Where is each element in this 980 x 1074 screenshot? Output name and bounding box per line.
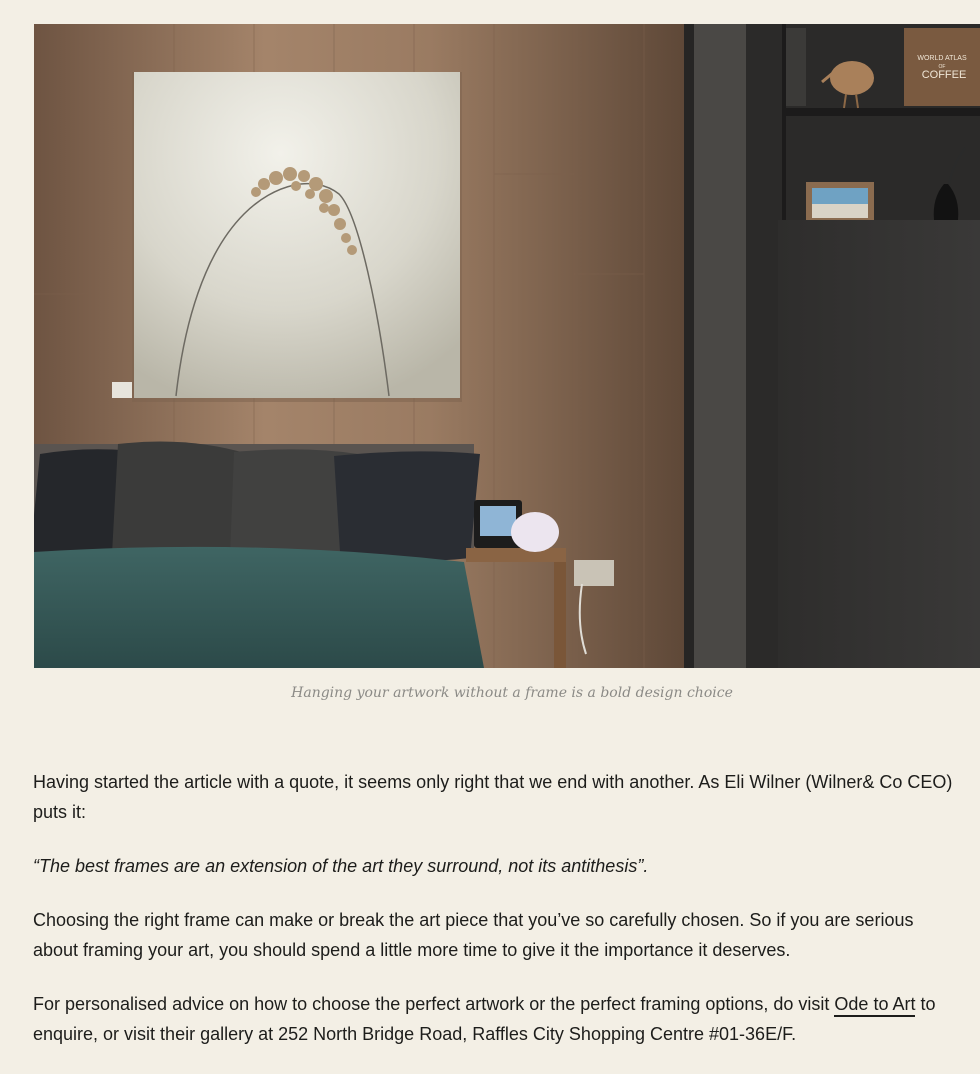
svg-text:WORLD ATLAS: WORLD ATLAS <box>917 55 967 62</box>
nightstand <box>466 548 566 562</box>
svg-text:COFFEE: COFFEE <box>921 69 967 81</box>
art-label-plaque <box>112 382 132 398</box>
power-socket <box>574 560 614 586</box>
article-photo <box>34 24 980 668</box>
contact-text-after: to enquire, or visit their gallery at 252 North Bridge Road, Raffles City Shopping Centre #01-36E/F. <box>33 994 936 1044</box>
svg-text:OF: OF <box>938 64 946 70</box>
wooden-bird-figurine <box>830 61 874 95</box>
eli-wilner-quote: “The best frames are an extension of the art they surround, not its antithesis”. <box>33 856 649 876</box>
photo-caption: Hanging your artwork without a frame is a bold design choice <box>291 685 733 701</box>
contact-paragraph <box>33 989 953 1049</box>
closing-paragraph: Having started the article with a quote, it seems only right that we end with another. As Eli Wilner (Wilner& Co CEO) puts it: <box>33 772 953 822</box>
teal-bed-linen <box>34 547 484 668</box>
ode-to-art-link[interactable]: Ode to Art <box>834 994 915 1017</box>
pillow <box>334 451 480 560</box>
framing-advice-paragraph: Choosing the right frame can make or break the art piece that you’ve so carefully chosen. So if you are serious about framing your art, you should spend a little more time to give it the importance it deserves. <box>33 910 914 960</box>
contact-text-before: For personalised advice on how to choose the perfect artwork or the perfect framing options, do visit <box>33 994 835 1014</box>
article-body <box>33 767 953 1073</box>
cabinet-door <box>778 220 980 668</box>
humidifier-lamp <box>511 512 559 552</box>
pillow <box>112 442 248 562</box>
